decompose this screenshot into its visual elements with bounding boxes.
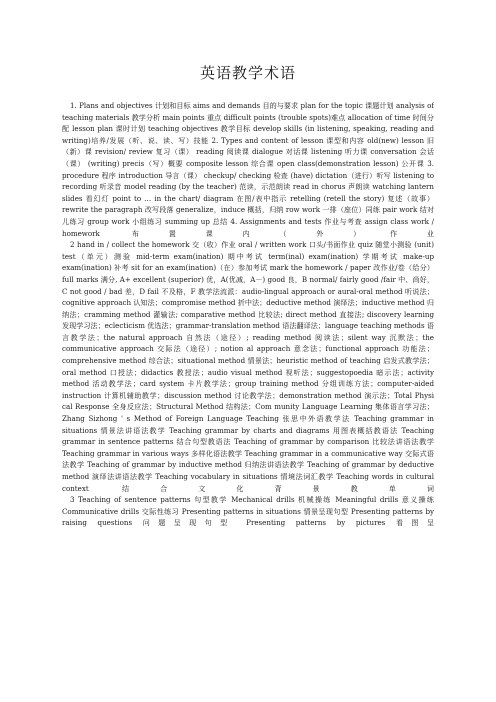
document-body [62, 100, 434, 690]
paragraph-1: 1. Plans and objectives 计划和目标 aims and demands 目的与要求 plan for the topic 课题计划 analysis of teaching materials 教学分析 main points 重点 difficult points (trouble spots)难点 allocation of time 时间分配 lesson plan 课时计划 teaching objectives 教学目标 develop skills (in listening, speaking, reading and writing)培养/发展（听、说、读、写）技能 2. Types and content of lesson 课型和内容 old(new) lesson 旧（新）课 revision/ review 复习（课） reading 阅读课 dialogue 对话课 listening 听力课 conversation 会话（课） (writing) precis（写）概要 composite lesson 综合课 open class(demonstration lesson) 公开课 3. procedure 程序 introduction 导言（课） checkup/ checking 检查 (have) dictation（进行）听写 listening to recording 听录音 model reading (by the teacher) 范读，示范朗读 read in chorus 声朗读 watching lantern slides 看幻灯 point to … in the chart/ diagram 在图/表中指示 retelling (retell the story) 复述（故事） rewrite the paragraph 改写段落 generalize，induce 概括，归纳 row work 一排（座位）同练 pair work 结对儿练习 group work 小组练习 summing up 总结 4. Assignments and tests 作业与考查 assign class work / homework 布置课内（外）作业 [62, 101, 434, 238]
page-title: 英语教学术语 [199, 64, 296, 82]
paragraph-3: 3 Teaching of sentence patterns 句型教学 Mechanical drills 机械操练 Meaningful drills 意义操练 Communicative drills 交际性练习 Presenting patterns in situations 情景呈现句型 Presenting patterns by raising questions 问题呈现句型 Presenting patterns by pictures 看图呈 [62, 495, 434, 528]
paragraph-2: 2 hand in / collect the homework 交（收）作业 oral / written work 口头/书面作业 quiz 随堂小测验 (unit) test（单元）测验 mid-term exam(ination) 期中考试 term(inal) exam(ination) 学期考试 make-up exam(ination) 补考 sit for an exam(ination)（在）参加考试 mark the homework / paper 改作业/卷（给分） full marks 满分, A+ excellent (superior) 优，A(优减，A－) good 良，B normal/ fairly good /fair 中、尚好，C not good / bad 差，D fail 不及格，F 教学法流派：audio-lingual approach or aural-oral method 听说法；cognitive approach 认知法；compromise method 折中法；deductive method 演绎法；inductive method 归纳法；cramming method 灌输法; comparative method 比较法; direct method 直接法; discovery learning 发现学习法；eclecticism 优选法；grammar-translation method 语法翻译法；language teaching methods 语言教学法；the natural approach 自然法（途径）; reading method 阅读法；silent way 沉默法；the communicative approach 交际法（途径）; notion al approach 意念法；functional approach 功能法；comprehensive method 综合法；situational method 情景法；heuristic method of teaching 启发式教学法；oral method 口授法；didactics 教授法；audio visual method 视听法；suggestopoedia 暗示法；activity method 活动教学法；card system 卡片教学法；group training method 分组训练方法；computer-aided instruction 计算机辅助教学；discussion method 讨论教学法；demonstration method 演示法；Total Physi cal Response 全身反应法；Structural Method 结构法；Com munity Language Learning 集体语言学习法；Zhang Sizhong ' s Method of Foreign Language Teaching 张思中外语教学法 Teaching grammar in situations 情景法讲语法教学 Teaching grammar by charts and diagrams 用图表概括教语法 Teaching grammar in sentence patterns 结合句型教语法 Teaching of grammar by comparison 比较法讲语法教学 Teaching grammar in various ways 多样化语法教学 Teaching grammar in a communicative way 交际式语法教学 Teaching of grammar by inductive method 归纳法讲语法教学 Teaching of grammar by deductive method 演绎法讲语法教学 Teaching vocabulary in situations 情境法词汇教学 Teaching words in cultural context 结合文化背景教单词 [62, 240, 434, 493]
